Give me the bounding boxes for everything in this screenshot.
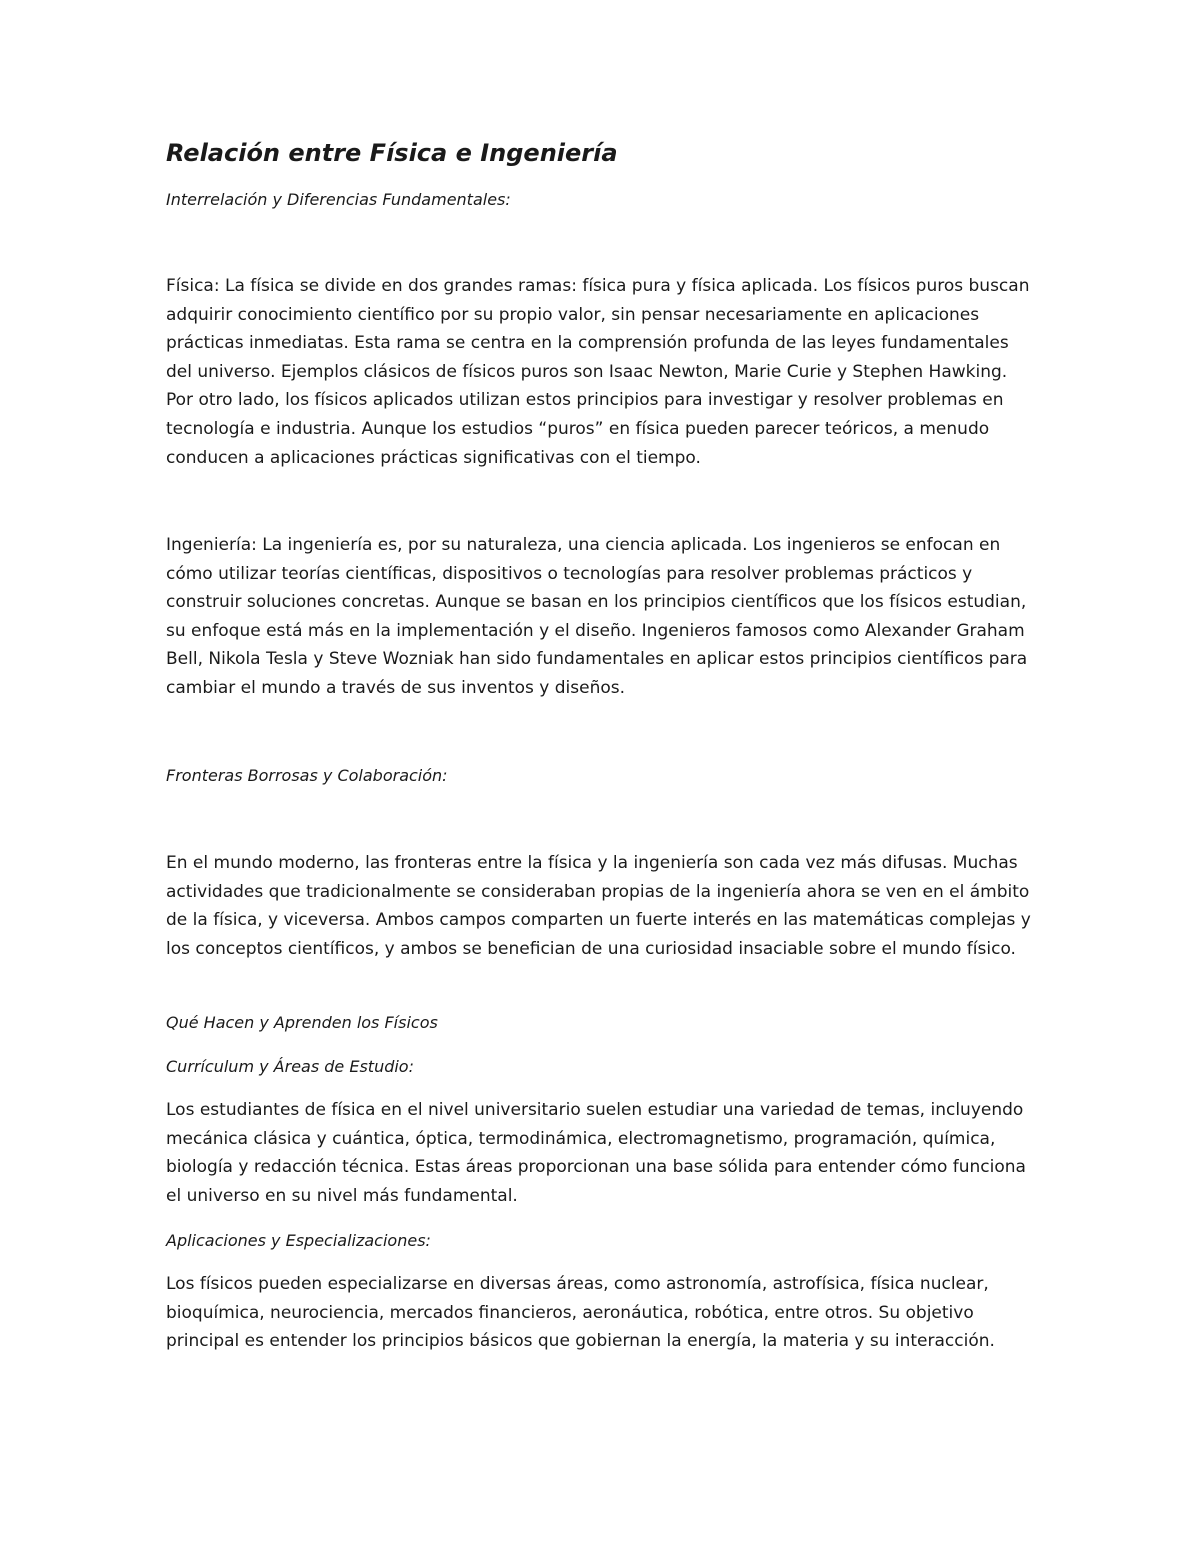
subheading-interrelacion: Interrelación y Diferencias Fundamentales: [166, 190, 511, 209]
subheading-fronteras: Fronteras Borrosas y Colaboración: [166, 766, 448, 785]
paragraph-curriculum: Los estudiantes de física en el nivel universitario suelen estudiar una variedad de temas, incluyendo mecánica clásica y cuántica, óptica, termodinámica, electromagnetismo, programación, química, biología y redacción técnica. Estas áreas proporcionan una base sólida para entender cómo funciona el universo en su nivel más fundamental. [166, 1100, 1026, 1206]
subheading-curriculum: Currículum y Áreas de Estudio: [166, 1057, 414, 1076]
subheading-aplicaciones: Aplicaciones y Especializaciones: [166, 1231, 431, 1250]
paragraph-fronteras: En el mundo moderno, las fronteras entre la física y la ingeniería son cada vez más difusas. Muchas actividades que tradicionalmente se consideraban propias de la ingeniería ahora se ven en el ámbito de la física, y viceversa. Ambos campos comparten un fuerte interés en las matemáticas complejas y los conceptos científicos, y ambos se benefician de una curiosidad insaciable sobre el mundo físico. [166, 853, 1031, 959]
paragraph-ingenieria: Ingeniería: La ingeniería es, por su naturaleza, una ciencia aplicada. Los ingenieros se enfocan en cómo utilizar teorías científicas, dispositivos o tecnologías para resolver problemas prácticos y construir soluciones concretas. Aunque se basan en los principios científicos que los físicos estudian, su enfoque está más en la implementación y el diseño. Ingenieros famosos como Alexander Graham Bell, Nikola Tesla y Steve Wozniak han sido fundamentales en aplicar estos principios científicos para cambiar el mundo a través de sus inventos y diseños. [166, 535, 1028, 698]
subheading-que-hacen: Qué Hacen y Aprenden los Físicos [166, 1013, 438, 1032]
paragraph-aplicaciones: Los físicos pueden especializarse en diversas áreas, como astronomía, astrofísica, física nuclear, bioquímica, neurociencia, mercados financieros, aeronáutica, robótica, entre otros. Su objetivo principal es entender los principios básicos que gobiernan la energía, la materia y su interacción. [166, 1274, 995, 1352]
document-title: Relación entre Física e Ingeniería [166, 139, 618, 167]
paragraph-fisica: Física: La física se divide en dos grandes ramas: física pura y física aplicada. Los físicos puros buscan adquirir conocimiento científico por su propio valor, sin pensar necesariamente en aplicaciones prácticas inmediatas. Esta rama se centra en la comprensión profunda de las leyes fundamentales del universo. Ejemplos clásicos de físicos puros son Isaac Newton, Marie Curie y Stephen Hawking. Por otro lado, los físicos aplicados utilizan estos principios para investigar y resolver problemas en tecnología e industria. Aunque los estudios “puros” en física pueden parecer teóricos, a menudo conducen a aplicaciones prácticas significativas con el tiempo. [166, 276, 1030, 468]
